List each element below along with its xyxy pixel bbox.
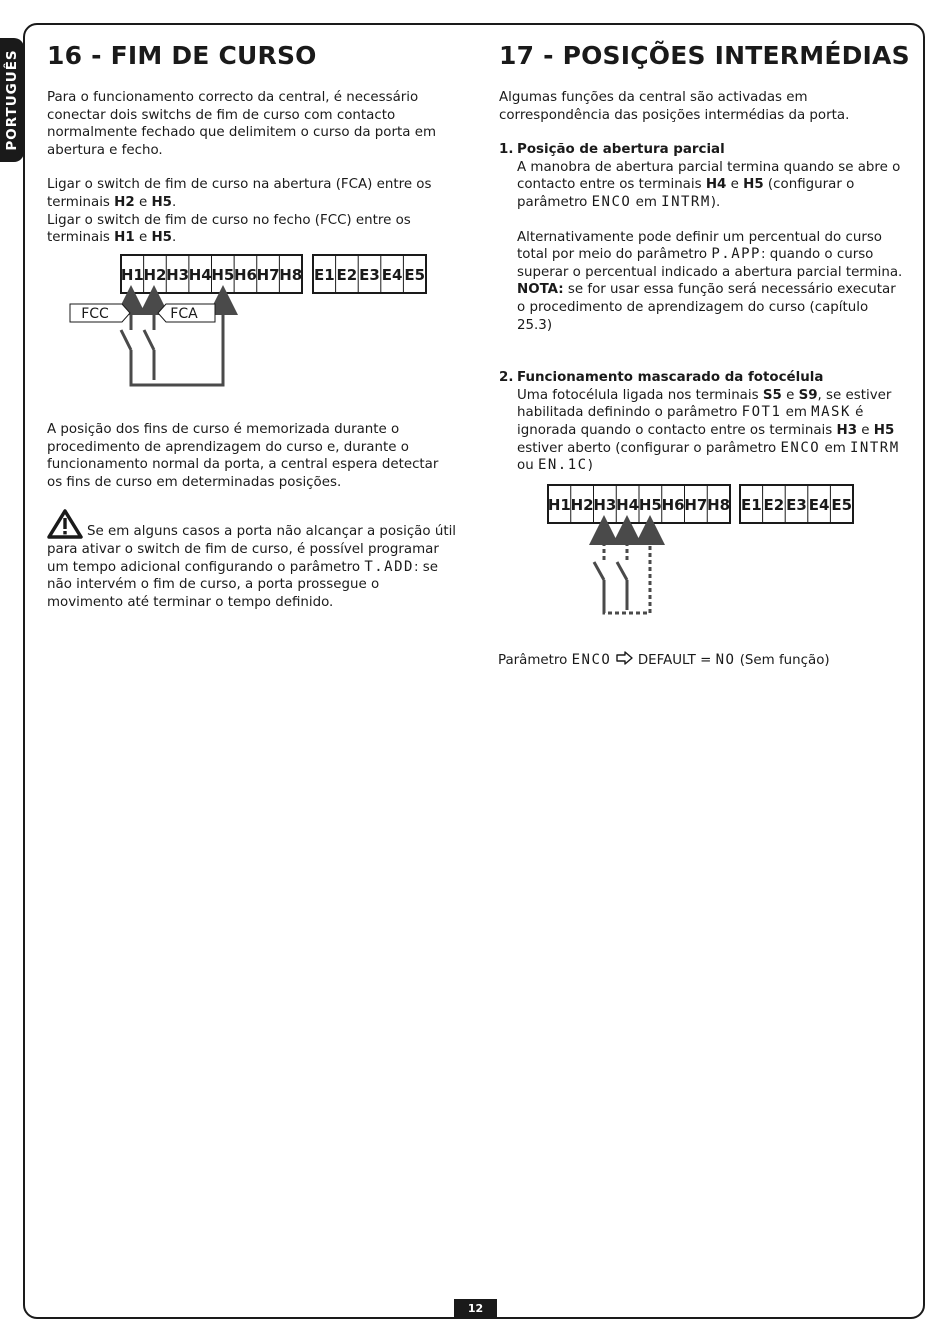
photocell-masking-diagram — [540, 480, 870, 625]
partial-opening-title: Posição de abertura parcial — [517, 142, 725, 158]
warning-icon — [47, 509, 83, 539]
section-16-paragraph-4: A posição dos fins de curso é memorizada durante o procedimento de aprendizagem do curso e, durante o funcionamento normal da porta, a central espera detectar os fins de curso em determinadas posições. — [47, 422, 439, 490]
terminal-label-e3: E3 — [359, 266, 380, 284]
section-16-body-2 — [47, 421, 457, 611]
terminal-label-e2: E2 — [336, 266, 358, 284]
terminal-label-h6: H6 — [233, 266, 257, 284]
encoder-parameter-line: Parâmetro ENCO DEFAULT = NO (Sem função) — [498, 652, 830, 668]
terminal-label-h4: H4 — [616, 496, 640, 514]
terminal-label-h3: H3 — [166, 266, 190, 284]
section-17 — [499, 40, 910, 475]
section-16-paragraph-3: Ligar o switch de fim de curso no fecho (FCC) entre os terminais H1 e H5. — [47, 212, 411, 246]
terminal-label-e5: E5 — [404, 266, 426, 284]
section-16-paragraph-1: Para o funcionamento correcto da central, é necessário conectar dois switchs de fim de curso com contacto normalmente fechado que delimitem o curso da porta em abertura e fecho. — [47, 90, 436, 158]
terminal-label-h6: H6 — [661, 496, 685, 514]
terminal-label-h4: H4 — [188, 266, 212, 284]
photocell-masking-text: Uma fotocélula ligada nos terminais S5 e S9, se estiver habilitada definindo o parâmetro FOT1 em MASK é ignorada quando o contacto entre os terminais H3 e H5 estiver aberto (configurar o parâmetro ENCO em INTRM ou EN.1C) — [517, 387, 900, 474]
fca-label: FCA — [170, 306, 198, 322]
terminal-label-h7: H7 — [684, 496, 708, 514]
partial-opening-note: NOTA: se for usar essa função será necessário executar o procedimento de aprendizagem do curso (capítulo 25.3) — [517, 282, 896, 333]
e-terminal-block — [740, 485, 853, 523]
terminal-label-e4: E4 — [808, 496, 830, 514]
terminal-label-h3: H3 — [593, 496, 617, 514]
h-terminal-block — [548, 485, 730, 523]
terminal-label-e3: E3 — [786, 496, 807, 514]
fca-label-box — [158, 304, 215, 322]
terminal-label-h2: H2 — [143, 266, 167, 284]
terminal-label-e2: E2 — [763, 496, 785, 514]
section-16-warning: Se em alguns casos a porta não alcançar a posição útil para ativar o switch de fim de curso, é possível programar um tempo adicional configurando o parâmetro T.ADD: se não intervém o fim de curso, a porta prossegue o movimento até terminar o tempo definido. — [47, 509, 457, 611]
terminal-label-h5: H5 — [211, 266, 235, 284]
terminal-label-h1: H1 — [547, 496, 571, 514]
param-code: ENCO — [571, 652, 612, 668]
arrow-right-icon — [616, 651, 634, 665]
h-terminal-block — [121, 255, 302, 293]
terminal-label-e5: E5 — [831, 496, 853, 514]
terminal-label-e1: E1 — [740, 496, 762, 514]
list-item-partial-opening: 1. Posição de abertura parcial A manobra de abertura parcial termina quando se abre o contacto entre os terminais H4 e H5 (configurar o parâmetro ENCO em INTRM). Alternativamente pode definir um percentual do curso total por meio do parâmetro P.APP: quando o curso superar o percentual indicado a abertura parcial termina. NOTA: se for usar essa função será necessário executar o procedimento de aprendizagem do curso (capítulo 25.3) — [499, 142, 903, 333]
language-tab — [0, 38, 24, 162]
section-17-title: 17 - POSIÇÕES INTERMÉDIAS — [499, 41, 910, 70]
section-16-title: 16 - FIM DE CURSO — [47, 41, 317, 70]
page-number: 12 — [454, 1299, 497, 1319]
partial-opening-alternative: Alternativamente pode definir um percentual do curso total por meio do parâmetro P.APP: quando o curso superar o percentual indicado a abertura parcial termina. — [517, 229, 903, 280]
limit-switch-wiring-diagram — [60, 250, 440, 395]
section-16 — [47, 40, 457, 247]
terminal-label-h1: H1 — [120, 266, 144, 284]
terminal-label-h5: H5 — [638, 496, 662, 514]
section-16-paragraph-2: Ligar o switch de fim de curso na abertura (FCA) entre os terminais H2 e H5. — [47, 177, 432, 210]
fcc-label-box — [70, 304, 130, 322]
terminal-label-e1: E1 — [313, 266, 335, 284]
param-default-value: NO — [715, 652, 736, 668]
terminal-label-h8: H8 — [707, 496, 731, 514]
terminal-label-e4: E4 — [381, 266, 403, 284]
photocell-masking-title: Funcionamento mascarado da fotocélula — [517, 370, 824, 386]
section-17-intro: Algumas funções da central são activadas em correspondência das posições intermédias da porta. — [499, 90, 850, 123]
list-item-photocell-masking: 2. Funcionamento mascarado da fotocélula Uma fotocélula ligada nos terminais S5 e S9, se estiver habilitada definindo o parâmetro FOT1 em MASK é ignorada quando o contacto entre os terminais H3 e H5 estiver aberto (configurar o parâmetro ENCO em INTRM ou EN.1C) — [499, 369, 904, 475]
language-label: PORTUGUÊS — [4, 49, 20, 151]
fcc-label: FCC — [81, 306, 109, 322]
partial-opening-text: A manobra de abertura parcial termina quando se abre o contacto entre os terminais H4 e H5 (configurar o parâmetro ENCO em INTRM). — [517, 159, 901, 210]
terminal-label-h2: H2 — [570, 496, 594, 514]
terminal-label-h8: H8 — [279, 266, 303, 284]
e-terminal-block — [313, 255, 426, 293]
terminal-label-h7: H7 — [256, 266, 280, 284]
